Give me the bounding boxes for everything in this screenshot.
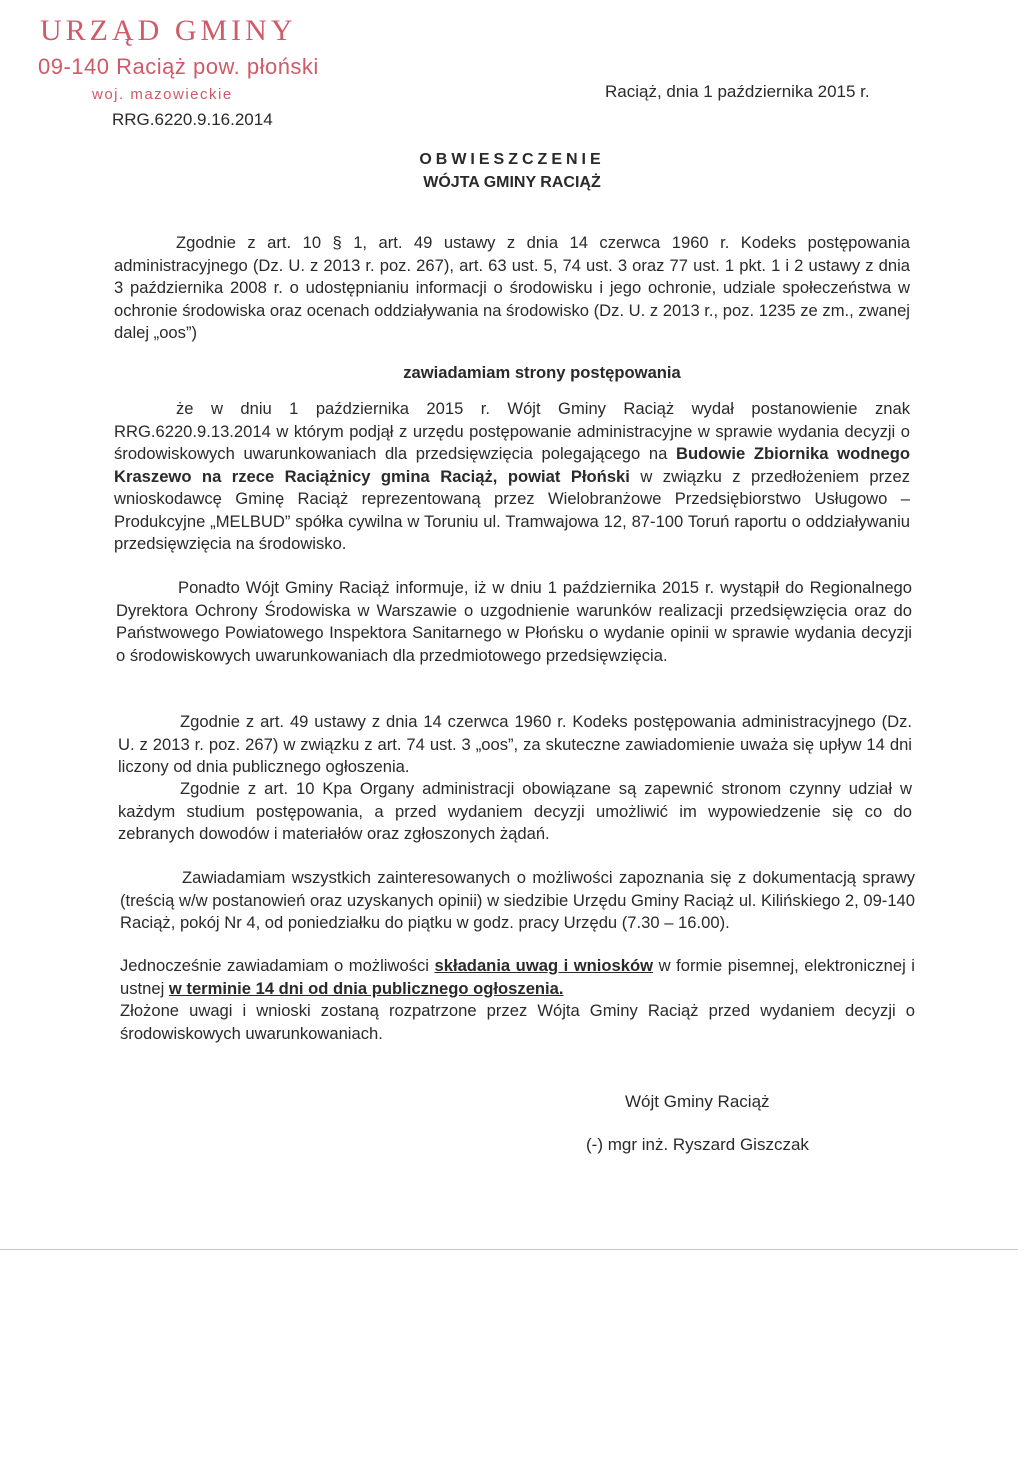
remarks-intro: Jednocześnie zawiadamiam o możliwości: [120, 956, 429, 975]
stamp-office-name: URZĄD GMINY: [40, 14, 297, 47]
legal-basis-text: Zgodnie z art. 10 § 1, art. 49 ustawy z dnia 14 czerwca 1960 r. Kodeks postępowania administracyjnego (Dz. U. z 2013 r. poz. 267), art. 63 ust. 5, 74 ust. 3 oraz 77 ust. 1 pkt. 1 i 2 ustawy z dnia 3 października 2008 r. o udostępnianiu informacji o środowisku i jego ochronie, udziale społeczeństwa w ochronie środowiska oraz ocenach oddziaływania na środowisko (Dz. U. z 2013 r., poz. 1235 ze zm., zwanej dalej „oos”): [114, 233, 910, 342]
documentation-access-paragraph: [120, 867, 915, 935]
decision-paragraph: [114, 398, 910, 556]
notification-effect-text: Zgodnie z art. 49 ustawy z dnia 14 czerwca 1960 r. Kodeks postępowania administracyjnego (Dz. U. z 2013 r. poz. 267) w związku z art. 74 ust. 3 „oos”, za skuteczne zawiadomienie uważa się upływ 14 dni liczony od dnia publicznego ogłoszenia.: [118, 712, 912, 776]
project-name: Budowie Zbiornika wodnego Kraszewo na rzece Raciążnicy gmina Raciąż, powiat Płoński: [114, 444, 910, 486]
remarks-emphasis: składania uwag i wniosków: [434, 956, 654, 975]
remarks-consideration: Złożone uwagi i wnioski zostaną rozpatrzone przez Wójta Gminy Raciąż przed wydaniem decyzji o środowiskowych uwarunkowaniach.: [120, 1001, 915, 1043]
notification-effect-paragraph: [118, 711, 912, 779]
document-title: OBWIESZCZENIE: [419, 151, 605, 168]
additional-info-paragraph: [116, 577, 912, 667]
stamp-voivodeship: woj. mazowieckie: [92, 86, 233, 103]
footer-divider: [0, 1249, 1018, 1250]
signature-name: (-) mgr inż. Ryszard Giszczak: [586, 1135, 809, 1154]
office-stamp: [36, 14, 326, 109]
case-reference-number: RRG.6220.9.16.2014: [112, 110, 273, 129]
decision-text-intro: że w dniu 1 października 2015 r. Wójt Gminy Raciąż wydał postanowienie znak RRG.6220.9.13.2014 w którym podjął z urzędu postępowanie administracyjne w sprawie wydania decyzji o środowiskowych uwarunkowaniach dla przedsięwzięcia polegającego na: [114, 399, 910, 463]
remarks-deadline: w terminie 14 dni od dnia publicznego ogłoszenia.: [168, 978, 564, 998]
decision-text-rest: w związku z przedłożeniem przez wnioskodawcę Gminę Raciąż reprezentowaną przez Wielobranżowe Przedsiębiorstwo Usługowo – Produkcyjne „MELBUD” spółka cywilna w Toruniu ul. Tramwajowa 12, 87-100 Toruń raportu o oddziaływaniu przedsięwzięcia na środowisko.: [114, 466, 910, 553]
documentation-access-text: Zawiadamiam wszystkich zainteresowanych o możliwości zapoznania się z dokumentacją sprawy (treścią w/w postanowień oraz uzyskanych opinii) w siedzibie Urzędu Gminy Raciąż ul. Kilińskiego 2, 09-140 Raciąż, pokój Nr 4, od poniedziałku do piątku w godz. pracy Urzędu (7.30 – 16.00).: [120, 868, 916, 932]
place-and-date: Raciąż, dnia 1 października 2015 r.: [605, 82, 870, 101]
legal-basis-paragraph: [114, 232, 910, 345]
stamp-address: 09-140 Raciąż pow. płoński: [38, 54, 319, 79]
remarks-submission-paragraph: [120, 955, 915, 1045]
additional-info-text: Ponadto Wójt Gminy Raciąż informuje, iż w dniu 1 października 2015 r. wystąpił do Regionalnego Dyrektora Ochrony Środowiska w Warszawie o uzgodnienie warunków realizacji przedsięwzięcia oraz do Państwowego Powiatowego Inspektora Sanitarnego w Płońsku o wydanie opinii w sprawie wydania decyzji o środowiskowych uwarunkowaniach dla przedmiotowego przedsięwzięcia.: [116, 578, 912, 665]
notification-heading: zawiadamiam strony postępowania: [403, 363, 681, 382]
signature-role: Wójt Gminy Raciąż: [625, 1092, 770, 1111]
party-rights-paragraph: [118, 778, 912, 846]
party-rights-text: Zgodnie z art. 10 Kpa Organy administracji obowiązane są zapewnić stronom czynny udział w każdym studium postępowania, a przed wydaniem decyzji umożliwić im wypowiedzenie się co do zebranych dowodów i materiałów oraz zgłoszonych żądań.: [118, 779, 912, 843]
document-subtitle: WÓJTA GMINY RACIĄŻ: [423, 174, 601, 191]
remarks-forms: w formie pisemnej, elektronicznej i ustnej: [120, 956, 915, 998]
